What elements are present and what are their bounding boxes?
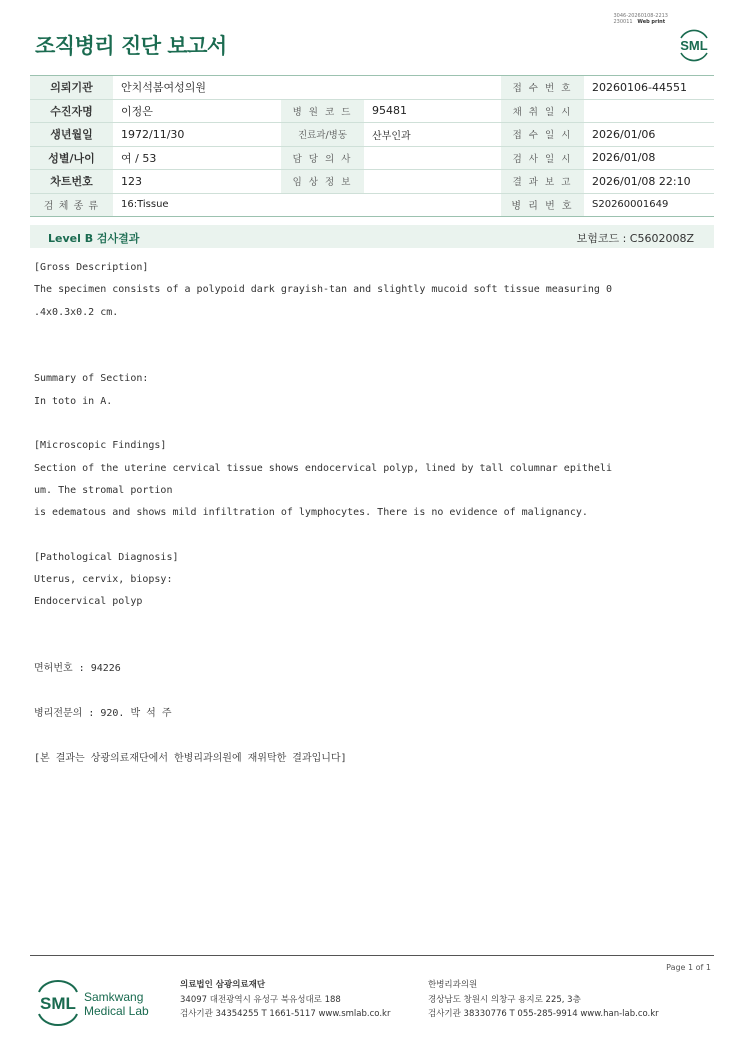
page-number: Page 1 of 1	[666, 963, 711, 972]
accession-number-value: 20260106-44551	[584, 76, 714, 100]
report-line: Summary of Section:	[34, 373, 149, 385]
report-line	[34, 639, 674, 661]
report-line	[34, 416, 674, 438]
clinical-info-label: 임 상 정 보	[281, 170, 364, 194]
report-body	[34, 260, 674, 773]
department-label: 진료과/병동	[281, 123, 364, 147]
svg-text:SML: SML	[680, 38, 708, 53]
report-line: [Microscopic Findings]	[34, 440, 167, 452]
test-date-value: 2026/01/08	[584, 146, 714, 170]
info-row	[30, 170, 714, 194]
birth-date-value: 1972/11/30	[113, 123, 281, 147]
test-date-label: 검 사 일 시	[501, 146, 584, 170]
svg-text:Samkwang: Samkwang	[84, 990, 144, 1004]
hanlab-contact: 검사기관 38330776 T 055-285-9914 www.han-lab.co.kr	[428, 1009, 659, 1019]
receipt-date-label: 접 수 일 시	[501, 123, 584, 147]
pathologist: 병리전문의 : 920. 박 석 주	[34, 707, 172, 719]
sex-age-label: 성별/나이	[30, 146, 113, 170]
footer-divider	[30, 955, 714, 956]
sml-name: 의료법인 삼광의료재단	[180, 980, 266, 990]
report-line: um. The stromal portion	[34, 484, 173, 496]
outsourcing-note: [본 결과는 상광의료재단에서 한병리과의원에 재위탁한 결과입니다]	[34, 752, 347, 764]
physician-value	[364, 146, 501, 170]
clinical-info-value	[364, 170, 501, 194]
svg-text:SML: SML	[40, 994, 76, 1013]
hanlab-name: 한병리과의원	[428, 980, 478, 990]
sml-contact: 검사기관 34354255 T 1661-5117 www.smlab.co.kr	[180, 1009, 391, 1019]
report-line: [Pathological Diagnosis]	[34, 551, 179, 563]
report-line	[34, 728, 674, 750]
department-value: 산부인과	[364, 123, 501, 147]
report-line	[34, 617, 674, 639]
report-line	[34, 327, 674, 349]
patient-name-label: 수진자명	[30, 99, 113, 123]
chart-number-label: 차트번호	[30, 170, 113, 194]
sex-age-value: 여 / 53	[113, 146, 281, 170]
document-code-line2: 230011	[613, 19, 633, 25]
specimen-type-value: 16:Tissue	[113, 193, 501, 217]
svg-text:Medical Lab: Medical Lab	[84, 1004, 149, 1018]
report-date-label: 결 과 보 고	[501, 170, 584, 194]
report-title: 조직병리 진단 보고서	[35, 34, 227, 58]
samkwang-logo-icon	[36, 978, 186, 1028]
result-level-label: Level B 검사결과	[48, 232, 140, 245]
web-print-label: Web print	[637, 19, 666, 25]
sml-address: 34097 대전광역시 유성구 북유성대로 188	[180, 994, 341, 1005]
chart-number-value: 123	[113, 170, 281, 194]
info-row	[30, 146, 714, 170]
patient-name-value: 이정은	[113, 99, 281, 123]
report-line: .4x0.3x0.2 cm.	[34, 306, 119, 318]
report-line	[34, 684, 674, 706]
footer-sml-info	[180, 978, 390, 1022]
receipt-date-value: 2026/01/06	[584, 123, 714, 147]
hanlab-address: 경상남도 창원시 의창구 용지로 225, 3층	[428, 994, 581, 1005]
collection-date-label: 채 취 일 시	[501, 99, 584, 123]
info-row	[30, 123, 714, 147]
footer-hanlab-info	[428, 978, 659, 1022]
result-level-bar	[30, 225, 714, 248]
physician-label: 담 당 의 사	[281, 146, 364, 170]
hospital-code-value: 95481	[364, 99, 501, 123]
requesting-institution-value: 안치석봄여성의원	[113, 76, 501, 100]
report-line: [Gross Description]	[34, 262, 149, 273]
report-line: Uterus, cervix, biopsy:	[34, 574, 173, 586]
info-row	[30, 193, 714, 217]
pathology-number-value: S20260001649	[584, 193, 714, 217]
accession-number-label: 접 수 번 호	[501, 76, 584, 100]
report-line: The specimen consists of a polypoid dark grayish-tan and slightly mucoid soft tissue measuring 0	[34, 284, 612, 296]
collection-date-value	[584, 99, 714, 123]
document-code	[613, 13, 668, 25]
info-row	[30, 99, 714, 123]
pathology-number-label: 병 리 번 호	[501, 193, 584, 217]
insurance-code: 보험코드 : C5602008Z	[576, 232, 694, 245]
requesting-institution-label: 의뢰기관	[30, 76, 113, 100]
report-line	[34, 349, 674, 371]
license-number: 면허번호 : 94226	[34, 663, 121, 675]
report-date-value: 2026/01/08 22:10	[584, 170, 714, 194]
info-row	[30, 76, 714, 100]
report-line: Section of the uterine cervical tissue shows endocervical polyp, lined by tall columnar epitheli	[34, 462, 612, 474]
report-line	[34, 528, 674, 550]
hospital-code-label: 병 원 코 드	[281, 99, 364, 123]
report-line: is edematous and shows mild infiltration of lymphocytes. There is no evidence of malignancy.	[34, 507, 588, 519]
report-line: Endocervical polyp	[34, 596, 143, 608]
birth-date-label: 생년월일	[30, 123, 113, 147]
document-code-line1: 3046-20260108-2213	[613, 13, 668, 19]
report-line: In toto in A.	[34, 395, 113, 407]
sml-logo-icon	[675, 25, 713, 63]
patient-info-table	[30, 75, 714, 217]
specimen-type-label: 검 체 종 류	[30, 193, 113, 217]
